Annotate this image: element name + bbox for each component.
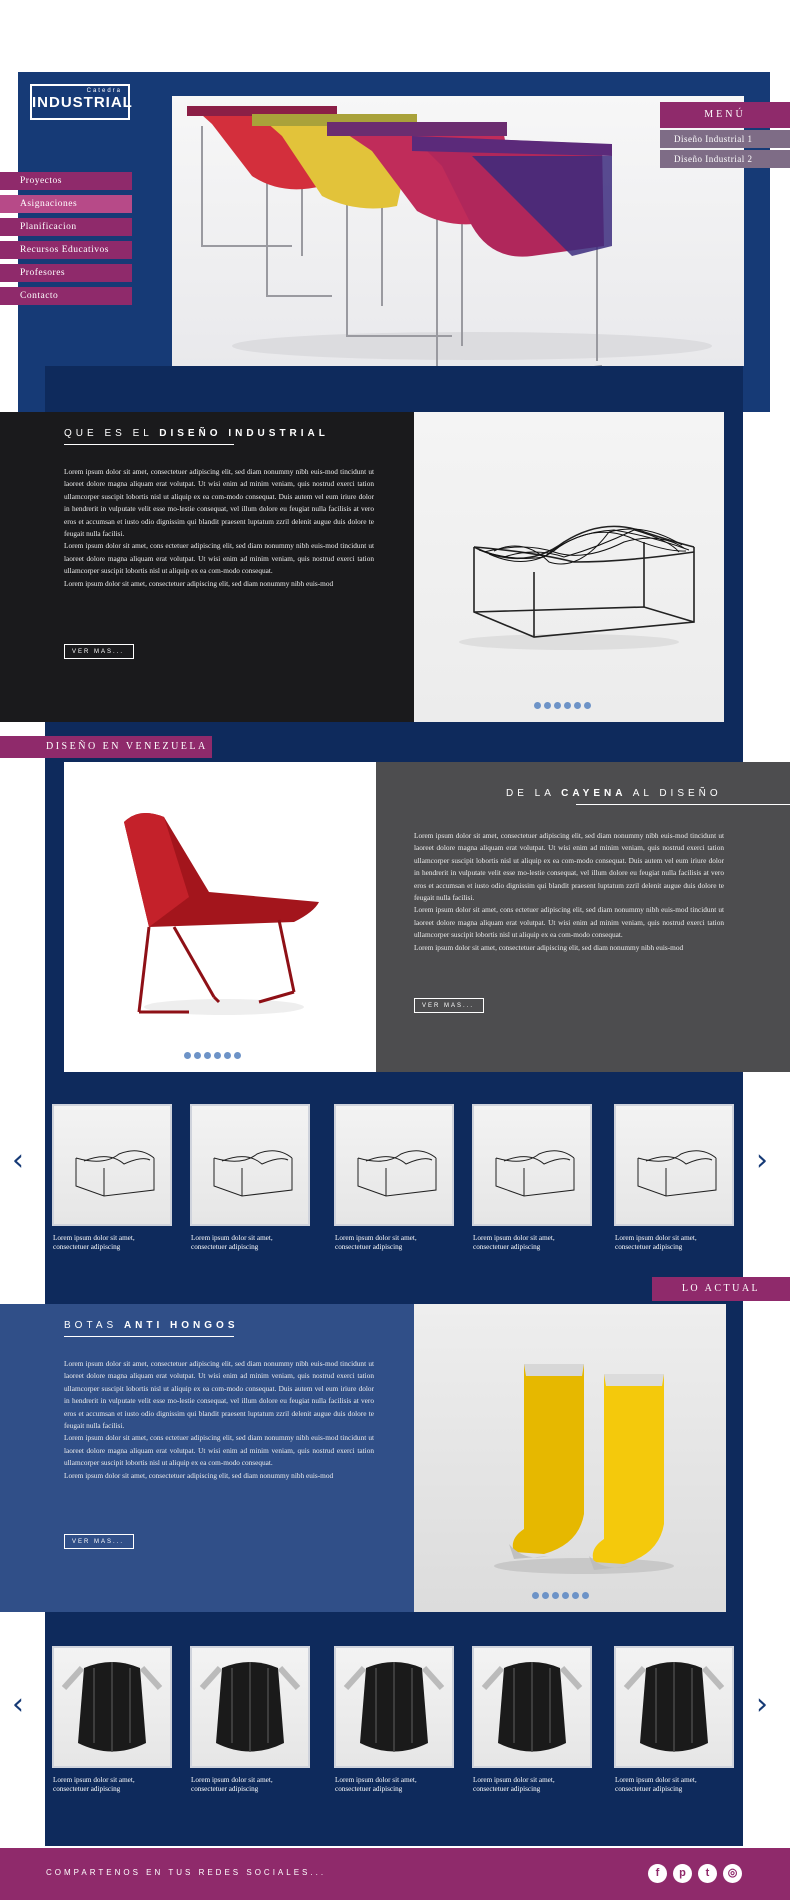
nav-label: Planificacion [20,222,77,232]
paragraph: Lorem ipsum dolor sit amet, consectetuer adipiscing elit, sed diam nonummy nibh euis-mod tincidunt ut laoreet dolore magna aliquam erat volutpat. Ut wisi enim ad minim veniam, quis nostrud exerci tation ullamcorper suscipit lobortis nisl ut aliquip ex ea com-modo consequat. Duis autem vel eum iriure dolor in hendrerit in vulputate velit esse mo-lestie consequat, vel illum dolore eu feugiat nulla facilisis at vero eros et accumsan et iusto odio dignissim qui blandit praesent luptatum zzril delenit augue duis dolore te feugait nulla facilisi. [64,1359,374,1431]
nav-label: Asignaciones [20,199,78,209]
carousel-dots[interactable] [184,1052,241,1059]
red-chair-illustration [64,762,376,1072]
ver-mas-button[interactable]: VER MAS... [64,1534,134,1549]
nav-item-recursos-educativos[interactable] [0,241,132,259]
section-tag-lo-actual: LO ACTUAL [652,1277,790,1301]
carousel-dot[interactable] [544,702,551,709]
paragraph: Lorem ipsum dolor sit amet, consectetuer adipiscing elit, sed diam nonummy nibh euis-mod [414,942,684,952]
stacked-chairs-illustration [172,96,744,366]
carousel-dot[interactable] [562,1592,569,1599]
title-underline [64,444,234,445]
carousel-dot[interactable] [534,702,541,709]
carousel-dot[interactable] [184,1052,191,1059]
backpack-thumb [192,1648,308,1766]
carousel-thumb[interactable] [614,1104,734,1226]
menu-item-diseno-industrial-2[interactable]: Diseño Industrial 2 [660,150,790,168]
section-body [64,1358,374,1482]
section-de-la-cayena [376,762,790,1072]
thumb-caption: Lorem ipsum dolor sit amet, consectetuer adipiscing [615,1234,697,1251]
section-body [414,830,724,954]
carousel-thumb[interactable] [472,1646,592,1768]
menu-button[interactable]: MENÚ [660,102,790,128]
carousel-thumb[interactable] [190,1104,310,1226]
carousel-dot[interactable] [542,1592,549,1599]
share-label: COMPARTENOS EN TUS REDES SOCIALES... [46,1868,327,1877]
nav-label: Proyectos [20,176,62,186]
carousel-thumb[interactable] [190,1646,310,1768]
carousel-dots[interactable] [532,1592,589,1599]
wire-chair-image [414,412,724,722]
carousel-dot[interactable] [564,702,571,709]
footer-bar [0,1848,790,1900]
carousel-dot[interactable] [204,1052,211,1059]
yellow-boots-image [414,1304,726,1612]
instagram-icon[interactable]: ◎ [723,1864,742,1883]
thumb-caption: Lorem ipsum dolor sit amet, consectetuer adipiscing [53,1776,135,1793]
carousel-thumb[interactable] [52,1104,172,1226]
carousel-dot[interactable] [224,1052,231,1059]
paragraph: Lorem ipsum dolor sit amet, consectetuer adipiscing elit, sed diam nonummy nibh euis-mod [64,1470,334,1480]
carousel-thumb[interactable] [614,1646,734,1768]
thumb-caption: Lorem ipsum dolor sit amet, consectetuer adipiscing [335,1234,417,1251]
backpack-thumb [474,1648,590,1766]
nav-item-contacto[interactable] [0,287,132,305]
nav-item-profesores[interactable] [0,264,132,282]
carousel-dot[interactable] [572,1592,579,1599]
yellow-boots-illustration [414,1304,726,1612]
carousel-thumb[interactable] [334,1646,454,1768]
nav-label: Contacto [20,291,59,301]
carousel-thumb[interactable] [472,1104,592,1226]
pinterest-icon[interactable]: p [673,1864,692,1883]
thumb-caption: Lorem ipsum dolor sit amet, consectetuer adipiscing [53,1234,135,1251]
carousel-dot[interactable] [214,1052,221,1059]
carousel-thumb[interactable] [334,1104,454,1226]
carousel-dot[interactable] [194,1052,201,1059]
carousel-dot[interactable] [532,1592,539,1599]
logo-text: INDUSTRIAL [32,94,133,111]
thumb-caption: Lorem ipsum dolor sit amet, consectetuer adipiscing [615,1776,697,1793]
nav-item-asignaciones[interactable] [0,195,132,213]
carousel-dot[interactable] [582,1592,589,1599]
paragraph: Lorem ipsum dolor sit amet, consectetuer adipiscing elit, sed diam nonummy nibh euis-mod tincidunt ut laoreet dolore magna aliquam erat volutpat. Ut wisi enim ad minim veniam, quis nostrud exerci tation ullamcorper suscipit lobortis nisl ut aliquip ex ea com-modo consequat. Duis autem vel eum iriure dolor in hendrerit in vulputate velit esse mo-lestie consequat, vel illum dolore eu feugiat nulla facilisis at vero eros et accumsan et iusto odio dignissim qui blandit praesent luptatum zzril delenit augue duis dolore te feugait nulla facilisi. [414,831,724,903]
wire-chair-thumb [336,1106,452,1224]
paragraph: Lorem ipsum dolor sit amet, cons ectetuer adipiscing elit, sed diam nonummy nibh euis-mod tincidunt ut laoreet dolore magna aliquam erat volutpat. Ut wisi enim ad minim veniam, quis nostrud exerci tation ullamcorper suscipit lobortis nisl ut aliquip ex ea com-modo consequat. [64,1433,374,1468]
chevron-left-icon[interactable]: ‹ [12,1687,24,1722]
section-que-es-diseno [0,412,414,722]
paragraph: Lorem ipsum dolor sit amet, cons ectetuer adipiscing elit, sed diam nonummy nibh euis-mod tincidunt ut laoreet dolore magna aliquam erat volutpat. Ut wisi enim ad minim veniam, quis nostrud exerci tation ullamcorper suscipit lobortis nisl ut aliquip ex ea com-modo consequat. [64,541,374,576]
paragraph: Lorem ipsum dolor sit amet, consectetuer adipiscing elit, sed diam nonummy nibh euis-mod [64,578,334,588]
red-chair-image [64,762,376,1072]
chevron-left-icon[interactable]: ‹ [12,1143,24,1178]
carousel-dot[interactable] [574,702,581,709]
chevron-right-icon[interactable]: › [756,1143,768,1178]
title-underline [64,1336,234,1337]
carousel-dot[interactable] [234,1052,241,1059]
chevron-right-icon[interactable]: › [756,1687,768,1722]
backpack-thumb [54,1648,170,1766]
carousel-dot[interactable] [554,702,561,709]
carousel-thumb[interactable] [52,1646,172,1768]
backpack-thumb [336,1648,452,1766]
paragraph: Lorem ipsum dolor sit amet, consectetuer adipiscing elit, sed diam nonummy nibh euis-mod tincidunt ut laoreet dolore magna aliquam erat volutpat. Ut wisi enim ad minim veniam, quis nostrud exerci tation ullamcorper suscipit lobortis nisl ut aliquip ex ea com-modo consequat. Duis autem vel eum iriure dolor in hendrerit in vulputate velit esse mo-lestie consequat, vel illum dolore eu feugiat nulla facilisis at vero eros et accumsan et iusto odio dignissim qui blandit praesent luptatum zzril delenit augue duis dolore te feugait nulla facilisi. [64,467,374,539]
thumb-caption: Lorem ipsum dolor sit amet, consectetuer adipiscing [335,1776,417,1793]
backpack-thumb [616,1648,732,1766]
wire-chair-illustration [414,412,724,722]
section-title: BOTAS ANTI HONGOS [64,1320,239,1331]
paragraph: Lorem ipsum dolor sit amet, cons ectetuer adipiscing elit, sed diam nonummy nibh euis-mod tincidunt ut laoreet dolore magna aliquam erat volutpat. Ut wisi enim ad minim veniam, quis nostrud exerci tation ullamcorper suscipit lobortis nisl ut aliquip ex ea com-modo consequat. [414,905,724,940]
nav-label: Recursos Educativos [20,245,109,255]
section-body [64,466,374,590]
carousel-dots[interactable] [534,702,591,709]
title-underline [576,804,790,805]
ver-mas-button[interactable]: VER MAS... [64,644,134,659]
logo-small-text: Catedra [86,88,122,94]
section-botas-anti-hongos [0,1304,414,1612]
nav-label: Profesores [20,268,66,278]
wire-chair-thumb [192,1106,308,1224]
thumb-caption: Lorem ipsum dolor sit amet, consectetuer adipiscing [191,1234,273,1251]
thumb-caption: Lorem ipsum dolor sit amet, consectetuer adipiscing [473,1776,555,1793]
nav-item-proyectos[interactable] [0,172,132,190]
ver-mas-button[interactable]: VER MAS... [414,998,484,1013]
hero-image [172,96,744,366]
menu-item-diseno-industrial-1[interactable]: Diseño Industrial 1 [660,130,790,148]
thumb-caption: Lorem ipsum dolor sit amet, consectetuer adipiscing [191,1776,273,1793]
nav-item-planificacion[interactable] [0,218,132,236]
wire-chair-thumb [474,1106,590,1224]
twitter-icon[interactable]: t [698,1864,717,1883]
section-title: QUE ES EL DISEÑO INDUSTRIAL [64,428,329,439]
thumb-caption: Lorem ipsum dolor sit amet, consectetuer adipiscing [473,1234,555,1251]
carousel-dot[interactable] [584,702,591,709]
carousel-dot[interactable] [552,1592,559,1599]
section-title: DE LA CAYENA AL DISEÑO [506,788,722,799]
wire-chair-thumb [54,1106,170,1224]
facebook-icon[interactable]: f [648,1864,667,1883]
section-tag-diseno-venezuela: DISEÑO EN VENEZUELA [0,736,212,758]
wire-chair-thumb [616,1106,732,1224]
site-logo[interactable] [30,84,133,120]
